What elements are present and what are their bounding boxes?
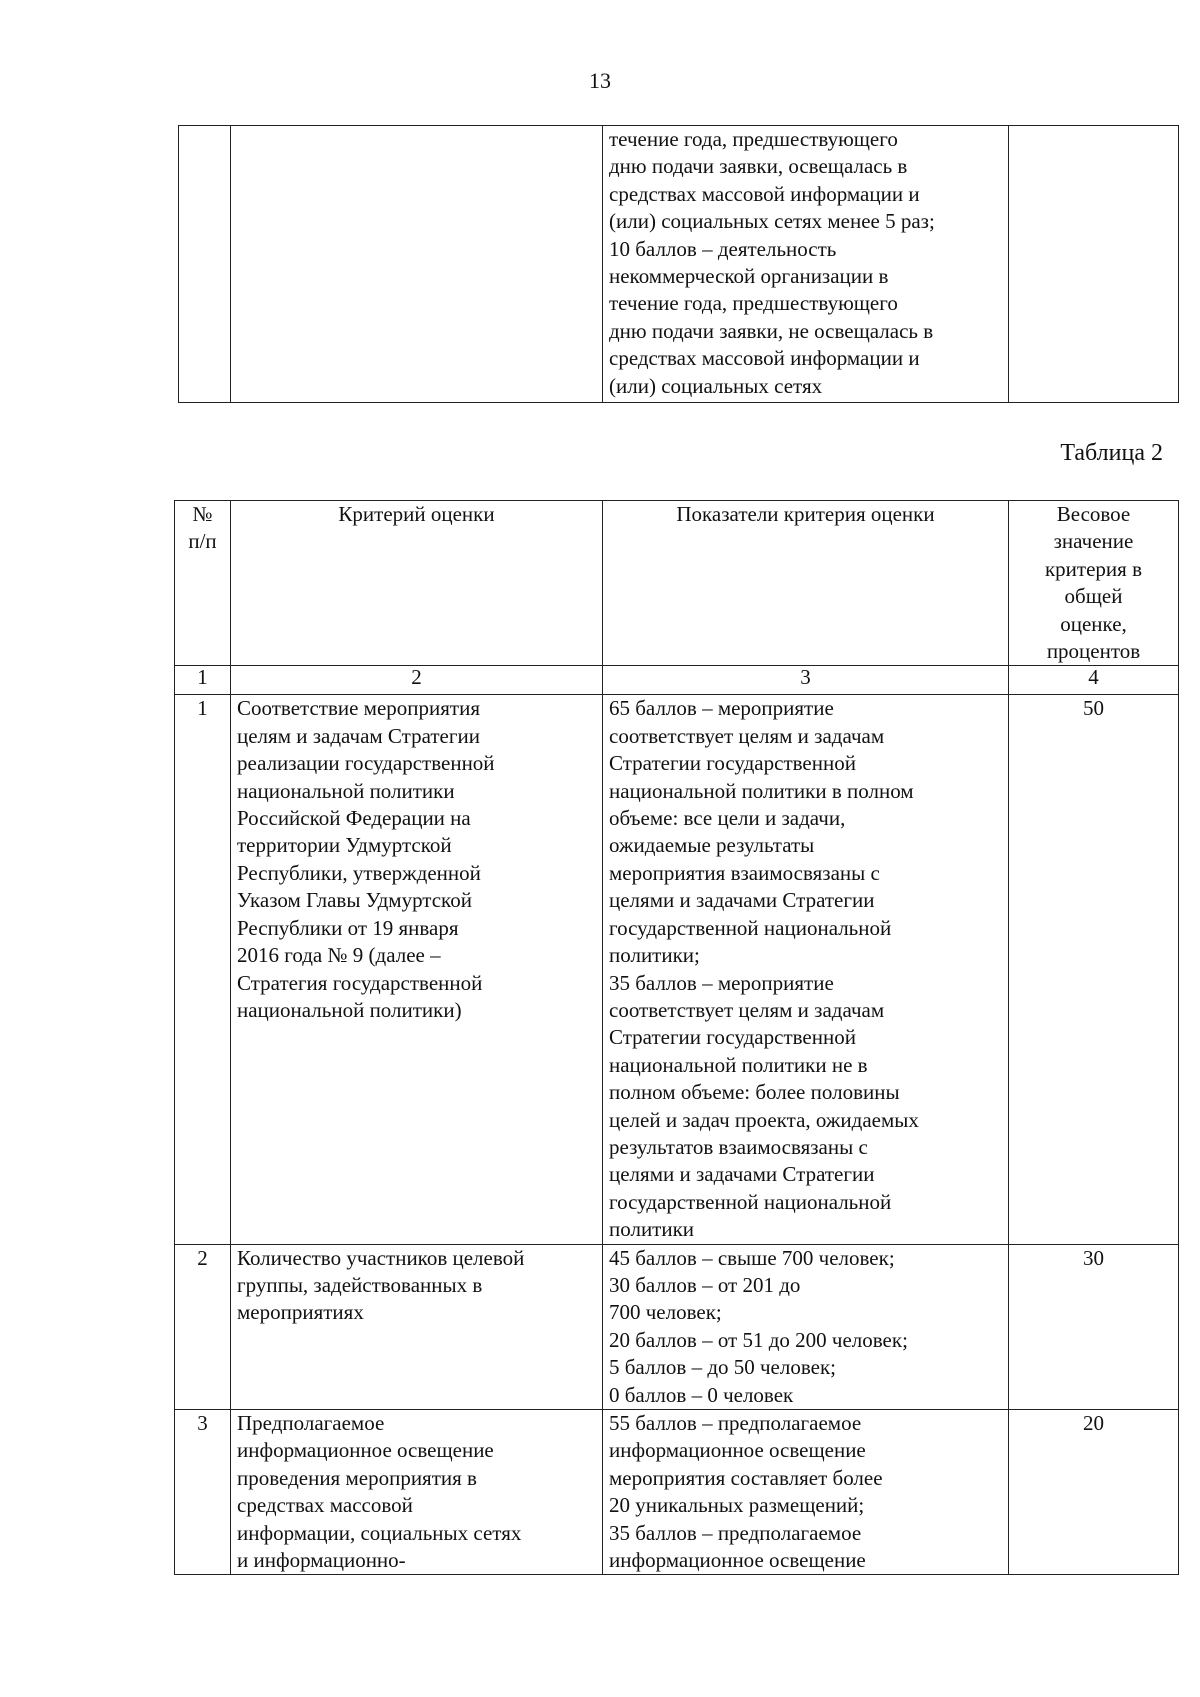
cell-weight: [1009, 126, 1179, 403]
criteria-table: [174, 500, 1179, 1575]
cell-weight: 50: [1009, 695, 1179, 1244]
header-weight: Весовое значение критерия в общей оценке, процентов: [1009, 501, 1179, 666]
table-row: [175, 695, 1179, 1244]
column-number: 3: [603, 666, 1009, 695]
continuation-table: [178, 125, 1179, 403]
cell-indicators: течение года, предшествующего дню подачи заявки, освещалась в средствах массовой информации и (или) социальных сетях менее 5 раз; 10 баллов – деятельность некоммерческой организации в течение года, предшествующего дню подачи заявки, не освещалась в средствах массовой информации и (или) социальных сетях: [603, 126, 1009, 403]
column-number: 4: [1009, 666, 1179, 695]
cell-num: 3: [175, 1410, 231, 1575]
cell-criterion: [231, 126, 603, 403]
cell-weight: 20: [1009, 1410, 1179, 1575]
table-header-row: [175, 501, 1179, 666]
cell-indicators: 65 баллов – мероприятие соответствует целям и задачам Стратегии государственной национальной политики в полном объеме: все цели и задачи, ожидаемые результаты мероприятия взаимосвязаны с целями и задачами Стратегии государственной национальной политики; 35 баллов – мероприятие соответствует целям и задачам Стратегии государственной национальной политики не в полном объеме: более половины целей и задач проекта, ожидаемых результатов взаимосвязаны с целями и задачами Стратегии государственной национальной политики: [603, 695, 1009, 1244]
page-number: 13: [589, 68, 611, 93]
header-criterion: Критерий оценки: [231, 501, 603, 666]
table-row: [175, 1410, 1179, 1575]
cell-indicators: 45 баллов – свыше 700 человек; 30 баллов – от 201 до 700 человек; 20 баллов – от 51 до 200 человек; 5 баллов – до 50 человек; 0 баллов – 0 человек: [603, 1244, 1009, 1409]
cell-criterion: Предполагаемое информационное освещение проведения мероприятия в средствах массовой информации, социальных сетях и информационно-: [231, 1410, 603, 1575]
table-row: [175, 1244, 1179, 1409]
column-numbers-row: [175, 666, 1179, 695]
column-number: 1: [175, 666, 231, 695]
cell-indicators: 55 баллов – предполагаемое информационное освещение мероприятия составляет более 20 уникальных размещений; 35 баллов – предполагаемое информационное освещение: [603, 1410, 1009, 1575]
cell-num: 1: [175, 695, 231, 1244]
column-number: 2: [231, 666, 603, 695]
header-num: № п/п: [175, 501, 231, 666]
cell-weight: 30: [1009, 1244, 1179, 1409]
cell-num: [179, 126, 231, 403]
header-indicators: Показатели критерия оценки: [603, 501, 1009, 666]
cell-criterion: Количество участников целевой группы, задействованных в мероприятиях: [231, 1244, 603, 1409]
cell-num: 2: [175, 1244, 231, 1409]
cell-criterion: Соответствие мероприятия целям и задачам Стратегии реализации государственной национальной политики Российской Федерации на территории Удмуртской Республики, утвержденной Указом Главы Удмуртской Республики от 19 января 2016 года № 9 (далее – Стратегия государственной национальной политики): [231, 695, 603, 1244]
table-row: [179, 126, 1179, 403]
table-caption: Таблица 2: [1060, 440, 1163, 466]
